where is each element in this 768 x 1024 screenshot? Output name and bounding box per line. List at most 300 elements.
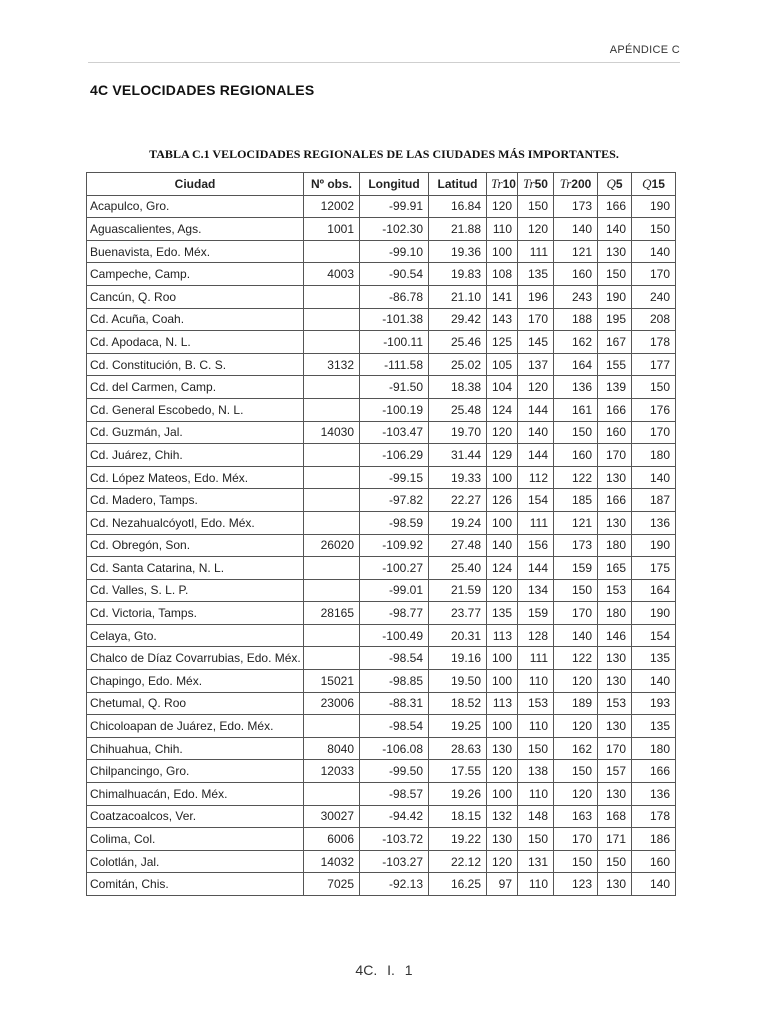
cell-tr10: 129 — [487, 444, 518, 467]
cell-longitud: -106.29 — [360, 444, 429, 467]
cell-obs: 14030 — [304, 421, 360, 444]
cell-latitud: 25.40 — [429, 557, 487, 580]
table-row — [87, 624, 676, 647]
cell-tr50: 111 — [518, 511, 554, 534]
cell-ciudad: Cd. Valles, S. L. P. — [87, 579, 304, 602]
cell-q15: 190 — [632, 195, 676, 218]
cell-tr200: 160 — [554, 263, 598, 286]
cell-longitud: -109.92 — [360, 534, 429, 557]
cell-tr10: 100 — [487, 647, 518, 670]
cell-q5: 130 — [598, 783, 632, 806]
cell-longitud: -102.30 — [360, 218, 429, 241]
cell-obs: 14032 — [304, 850, 360, 873]
column-header-tr200-symbol: Tr — [559, 175, 572, 191]
cell-q5: 139 — [598, 376, 632, 399]
cell-q15: 178 — [632, 331, 676, 354]
cell-tr50: 137 — [518, 353, 554, 376]
table-row — [87, 850, 676, 873]
cell-tr50: 110 — [518, 783, 554, 806]
cell-ciudad: Cd. Madero, Tamps. — [87, 489, 304, 512]
cell-tr200: 160 — [554, 444, 598, 467]
cell-tr200: 136 — [554, 376, 598, 399]
cell-tr10: 100 — [487, 511, 518, 534]
cell-q5: 130 — [598, 873, 632, 896]
cell-obs: 4003 — [304, 263, 360, 286]
cell-longitud: -90.54 — [360, 263, 429, 286]
cell-tr50: 138 — [518, 760, 554, 783]
cell-ciudad: Cancún, Q. Roo — [87, 285, 304, 308]
cell-ciudad: Buenavista, Edo. Méx. — [87, 240, 304, 263]
cell-ciudad: Chicoloapan de Juárez, Edo. Méx. — [87, 715, 304, 738]
cell-tr200: 159 — [554, 557, 598, 580]
column-header-obs: Nº obs. — [304, 173, 360, 196]
cell-latitud: 17.55 — [429, 760, 487, 783]
cell-tr200: 120 — [554, 715, 598, 738]
cell-latitud: 19.33 — [429, 466, 487, 489]
cell-tr50: 144 — [518, 444, 554, 467]
column-header-tr10-symbol: Tr — [491, 175, 503, 191]
cell-longitud: -100.11 — [360, 331, 429, 354]
cell-ciudad: Acapulco, Gro. — [87, 195, 304, 218]
cell-tr50: 135 — [518, 263, 554, 286]
cell-latitud: 19.24 — [429, 511, 487, 534]
cell-obs — [304, 308, 360, 331]
header-rule — [88, 62, 680, 63]
cell-tr50: 134 — [518, 579, 554, 602]
table-header-row — [87, 173, 676, 196]
cell-q5: 180 — [598, 602, 632, 625]
cell-obs: 6006 — [304, 828, 360, 851]
cell-tr10: 130 — [487, 737, 518, 760]
cell-tr200: 122 — [554, 647, 598, 670]
column-header-q5-value: 5 — [615, 176, 623, 191]
running-head: APÉNDICE C — [609, 44, 680, 56]
cell-tr50: 111 — [518, 240, 554, 263]
cell-tr50: 110 — [518, 873, 554, 896]
cell-q15: 187 — [632, 489, 676, 512]
cell-latitud: 29.42 — [429, 308, 487, 331]
cell-ciudad: Coatzacoalcos, Ver. — [87, 805, 304, 828]
table-row — [87, 353, 676, 376]
cell-q15: 170 — [632, 263, 676, 286]
cell-tr50: 131 — [518, 850, 554, 873]
cell-q5: 157 — [598, 760, 632, 783]
cell-tr200: 164 — [554, 353, 598, 376]
table-row — [87, 263, 676, 286]
cell-obs: 7025 — [304, 873, 360, 896]
cell-tr200: 162 — [554, 737, 598, 760]
cell-tr200: 150 — [554, 421, 598, 444]
cell-longitud: -92.13 — [360, 873, 429, 896]
cell-latitud: 25.48 — [429, 398, 487, 421]
cell-tr200: 140 — [554, 218, 598, 241]
cell-tr10: 130 — [487, 828, 518, 851]
cell-q15: 208 — [632, 308, 676, 331]
cell-longitud: -99.15 — [360, 466, 429, 489]
cell-q15: 178 — [632, 805, 676, 828]
cell-q15: 190 — [632, 602, 676, 625]
cell-latitud: 23.77 — [429, 602, 487, 625]
table-row — [87, 240, 676, 263]
cell-latitud: 19.83 — [429, 263, 487, 286]
cell-tr10: 125 — [487, 331, 518, 354]
cell-tr50: 111 — [518, 647, 554, 670]
cell-tr50: 156 — [518, 534, 554, 557]
cell-obs — [304, 444, 360, 467]
cell-q5: 155 — [598, 353, 632, 376]
cell-q5: 170 — [598, 444, 632, 467]
table-row — [87, 873, 676, 896]
cell-tr50: 112 — [518, 466, 554, 489]
cell-q15: 140 — [632, 240, 676, 263]
section-title: 4C VELOCIDADES REGIONALES — [90, 82, 315, 98]
table-row — [87, 376, 676, 399]
cell-tr50: 150 — [518, 737, 554, 760]
cell-longitud: -99.01 — [360, 579, 429, 602]
cell-ciudad: Cd. Juárez, Chih. — [87, 444, 304, 467]
cell-ciudad: Cd. del Carmen, Camp. — [87, 376, 304, 399]
cell-tr10: 100 — [487, 783, 518, 806]
cell-q15: 180 — [632, 737, 676, 760]
column-header-q15-value: 15 — [651, 176, 665, 191]
cell-longitud: -106.08 — [360, 737, 429, 760]
cell-q5: 153 — [598, 692, 632, 715]
cell-tr10: 140 — [487, 534, 518, 557]
cell-tr200: 121 — [554, 511, 598, 534]
cell-obs — [304, 376, 360, 399]
cell-obs — [304, 240, 360, 263]
table-row — [87, 308, 676, 331]
cell-ciudad: Cd. Victoria, Tamps. — [87, 602, 304, 625]
cell-q5: 130 — [598, 670, 632, 693]
table-row — [87, 805, 676, 828]
table-row — [87, 218, 676, 241]
cell-tr200: 173 — [554, 195, 598, 218]
cell-longitud: -99.10 — [360, 240, 429, 263]
cell-tr10: 120 — [487, 760, 518, 783]
table-row — [87, 489, 676, 512]
cell-tr200: 121 — [554, 240, 598, 263]
cell-tr10: 126 — [487, 489, 518, 512]
cell-q5: 171 — [598, 828, 632, 851]
table-row — [87, 647, 676, 670]
cell-tr10: 100 — [487, 240, 518, 263]
cell-longitud: -103.27 — [360, 850, 429, 873]
cell-latitud: 18.15 — [429, 805, 487, 828]
cell-tr50: 153 — [518, 692, 554, 715]
table-row — [87, 692, 676, 715]
cell-longitud: -91.50 — [360, 376, 429, 399]
cell-q5: 166 — [598, 489, 632, 512]
cell-q5: 130 — [598, 240, 632, 263]
regional-velocities-table — [86, 172, 676, 896]
cell-q15: 160 — [632, 850, 676, 873]
table-row — [87, 511, 676, 534]
cell-q15: 140 — [632, 873, 676, 896]
cell-obs — [304, 783, 360, 806]
cell-latitud: 19.22 — [429, 828, 487, 851]
table-body — [87, 195, 676, 895]
cell-latitud: 25.46 — [429, 331, 487, 354]
cell-latitud: 19.36 — [429, 240, 487, 263]
cell-ciudad: Celaya, Gto. — [87, 624, 304, 647]
cell-q5: 130 — [598, 715, 632, 738]
cell-tr200: 173 — [554, 534, 598, 557]
table-row — [87, 602, 676, 625]
cell-latitud: 25.02 — [429, 353, 487, 376]
cell-q15: 180 — [632, 444, 676, 467]
cell-tr50: 140 — [518, 421, 554, 444]
cell-obs: 26020 — [304, 534, 360, 557]
cell-q5: 166 — [598, 398, 632, 421]
cell-tr200: 150 — [554, 760, 598, 783]
table-row — [87, 828, 676, 851]
cell-tr200: 120 — [554, 783, 598, 806]
cell-tr50: 120 — [518, 218, 554, 241]
cell-latitud: 21.59 — [429, 579, 487, 602]
cell-q5: 146 — [598, 624, 632, 647]
cell-latitud: 31.44 — [429, 444, 487, 467]
cell-q5: 130 — [598, 466, 632, 489]
cell-obs — [304, 511, 360, 534]
cell-q5: 150 — [598, 850, 632, 873]
cell-obs — [304, 579, 360, 602]
column-header-longitud: Longitud — [360, 173, 429, 196]
cell-tr10: 100 — [487, 715, 518, 738]
cell-tr200: 123 — [554, 873, 598, 896]
cell-tr200: 162 — [554, 331, 598, 354]
cell-q5: 165 — [598, 557, 632, 580]
cell-tr10: 135 — [487, 602, 518, 625]
cell-latitud: 27.48 — [429, 534, 487, 557]
column-header-q5-symbol: Q — [606, 175, 616, 191]
cell-obs — [304, 624, 360, 647]
cell-tr10: 104 — [487, 376, 518, 399]
cell-obs — [304, 557, 360, 580]
cell-ciudad: Chalco de Díaz Covarrubias, Edo. Méx. — [87, 647, 304, 670]
cell-tr200: 170 — [554, 602, 598, 625]
cell-tr10: 124 — [487, 557, 518, 580]
cell-longitud: -88.31 — [360, 692, 429, 715]
table-row — [87, 670, 676, 693]
column-header-ciudad: Ciudad — [87, 173, 304, 196]
cell-tr200: 170 — [554, 828, 598, 851]
cell-q15: 135 — [632, 715, 676, 738]
cell-tr50: 128 — [518, 624, 554, 647]
cell-tr200: 185 — [554, 489, 598, 512]
cell-q15: 193 — [632, 692, 676, 715]
cell-q15: 135 — [632, 647, 676, 670]
cell-latitud: 19.16 — [429, 647, 487, 670]
cell-tr200: 189 — [554, 692, 598, 715]
cell-obs: 8040 — [304, 737, 360, 760]
cell-tr10: 120 — [487, 850, 518, 873]
cell-q5: 190 — [598, 285, 632, 308]
table-row — [87, 579, 676, 602]
cell-latitud: 19.50 — [429, 670, 487, 693]
cell-q15: 170 — [632, 421, 676, 444]
cell-q15: 190 — [632, 534, 676, 557]
cell-tr50: 120 — [518, 376, 554, 399]
cell-q5: 130 — [598, 511, 632, 534]
cell-obs — [304, 715, 360, 738]
cell-obs: 23006 — [304, 692, 360, 715]
cell-tr50: 159 — [518, 602, 554, 625]
cell-q15: 140 — [632, 670, 676, 693]
cell-q15: 140 — [632, 466, 676, 489]
column-header-q15-symbol: Q — [642, 175, 652, 191]
cell-tr50: 110 — [518, 715, 554, 738]
cell-ciudad: Cd. Constitución, B. C. S. — [87, 353, 304, 376]
cell-tr10: 105 — [487, 353, 518, 376]
cell-ciudad: Chilpancingo, Gro. — [87, 760, 304, 783]
cell-tr10: 120 — [487, 421, 518, 444]
cell-latitud: 19.70 — [429, 421, 487, 444]
cell-tr50: 110 — [518, 670, 554, 693]
cell-obs: 28165 — [304, 602, 360, 625]
cell-longitud: -103.72 — [360, 828, 429, 851]
cell-tr50: 154 — [518, 489, 554, 512]
cell-tr50: 150 — [518, 195, 554, 218]
cell-longitud: -101.38 — [360, 308, 429, 331]
table-row — [87, 195, 676, 218]
cell-tr10: 108 — [487, 263, 518, 286]
cell-q5: 195 — [598, 308, 632, 331]
cell-latitud: 16.25 — [429, 873, 487, 896]
cell-q15: 164 — [632, 579, 676, 602]
table-row — [87, 398, 676, 421]
cell-tr200: 243 — [554, 285, 598, 308]
table-row — [87, 444, 676, 467]
cell-ciudad: Cd. General Escobedo, N. L. — [87, 398, 304, 421]
cell-q5: 168 — [598, 805, 632, 828]
cell-q15: 166 — [632, 760, 676, 783]
cell-q15: 136 — [632, 783, 676, 806]
cell-latitud: 28.63 — [429, 737, 487, 760]
cell-tr10: 132 — [487, 805, 518, 828]
cell-tr200: 140 — [554, 624, 598, 647]
cell-q5: 140 — [598, 218, 632, 241]
cell-obs: 12002 — [304, 195, 360, 218]
cell-tr200: 163 — [554, 805, 598, 828]
cell-tr10: 141 — [487, 285, 518, 308]
cell-longitud: -103.47 — [360, 421, 429, 444]
cell-latitud: 22.12 — [429, 850, 487, 873]
cell-obs: 1001 — [304, 218, 360, 241]
cell-ciudad: Cd. Obregón, Son. — [87, 534, 304, 557]
cell-q5: 180 — [598, 534, 632, 557]
cell-ciudad: Campeche, Camp. — [87, 263, 304, 286]
cell-ciudad: Cd. Santa Catarina, N. L. — [87, 557, 304, 580]
cell-q5: 130 — [598, 647, 632, 670]
cell-ciudad: Aguascalientes, Ags. — [87, 218, 304, 241]
column-header-tr10-value: 10 — [502, 176, 516, 191]
column-header-tr200-value: 200 — [571, 176, 592, 191]
cell-obs: 15021 — [304, 670, 360, 693]
cell-q15: 150 — [632, 376, 676, 399]
cell-ciudad: Cd. Acuña, Coah. — [87, 308, 304, 331]
cell-latitud: 22.27 — [429, 489, 487, 512]
cell-tr10: 110 — [487, 218, 518, 241]
column-header-latitud: Latitud — [429, 173, 487, 196]
cell-longitud: -100.49 — [360, 624, 429, 647]
cell-q5: 153 — [598, 579, 632, 602]
cell-q5: 160 — [598, 421, 632, 444]
column-header-tr50-symbol: Tr — [523, 175, 535, 191]
table-row — [87, 715, 676, 738]
cell-ciudad: Cd. Guzmán, Jal. — [87, 421, 304, 444]
cell-tr50: 145 — [518, 331, 554, 354]
cell-ciudad: Chihuahua, Chih. — [87, 737, 304, 760]
cell-longitud: -99.50 — [360, 760, 429, 783]
cell-latitud: 18.52 — [429, 692, 487, 715]
cell-tr10: 124 — [487, 398, 518, 421]
cell-tr10: 143 — [487, 308, 518, 331]
cell-q5: 150 — [598, 263, 632, 286]
cell-obs: 3132 — [304, 353, 360, 376]
cell-q15: 177 — [632, 353, 676, 376]
cell-ciudad: Chetumal, Q. Roo — [87, 692, 304, 715]
cell-tr50: 170 — [518, 308, 554, 331]
table-row — [87, 783, 676, 806]
cell-longitud: -98.57 — [360, 783, 429, 806]
cell-ciudad: Cd. López Mateos, Edo. Méx. — [87, 466, 304, 489]
cell-obs: 30027 — [304, 805, 360, 828]
cell-tr200: 188 — [554, 308, 598, 331]
cell-longitud: -111.58 — [360, 353, 429, 376]
cell-tr200: 150 — [554, 579, 598, 602]
table-row — [87, 331, 676, 354]
cell-tr10: 100 — [487, 466, 518, 489]
cell-q5: 166 — [598, 195, 632, 218]
table-row — [87, 285, 676, 308]
table-row — [87, 466, 676, 489]
cell-ciudad: Chapingo, Edo. Méx. — [87, 670, 304, 693]
cell-latitud: 18.38 — [429, 376, 487, 399]
cell-latitud: 21.10 — [429, 285, 487, 308]
cell-tr10: 97 — [487, 873, 518, 896]
cell-longitud: -98.59 — [360, 511, 429, 534]
cell-tr10: 120 — [487, 579, 518, 602]
cell-q5: 170 — [598, 737, 632, 760]
cell-tr200: 122 — [554, 466, 598, 489]
cell-q15: 176 — [632, 398, 676, 421]
cell-obs — [304, 489, 360, 512]
column-header-tr50 — [518, 173, 554, 196]
cell-longitud: -86.78 — [360, 285, 429, 308]
cell-tr10: 113 — [487, 692, 518, 715]
column-header-q15 — [632, 173, 676, 196]
cell-longitud: -100.27 — [360, 557, 429, 580]
cell-tr10: 100 — [487, 670, 518, 693]
cell-q15: 186 — [632, 828, 676, 851]
page-number: 4C. I. 1 — [355, 962, 413, 978]
cell-tr10: 113 — [487, 624, 518, 647]
cell-tr200: 120 — [554, 670, 598, 693]
cell-q15: 150 — [632, 218, 676, 241]
cell-longitud: -98.77 — [360, 602, 429, 625]
cell-ciudad: Colima, Col. — [87, 828, 304, 851]
cell-ciudad: Chimalhuacán, Edo. Méx. — [87, 783, 304, 806]
column-header-q5 — [598, 173, 632, 196]
cell-obs: 12033 — [304, 760, 360, 783]
cell-tr50: 148 — [518, 805, 554, 828]
table-row — [87, 557, 676, 580]
cell-obs — [304, 331, 360, 354]
table-row — [87, 760, 676, 783]
cell-obs — [304, 398, 360, 421]
cell-tr200: 150 — [554, 850, 598, 873]
